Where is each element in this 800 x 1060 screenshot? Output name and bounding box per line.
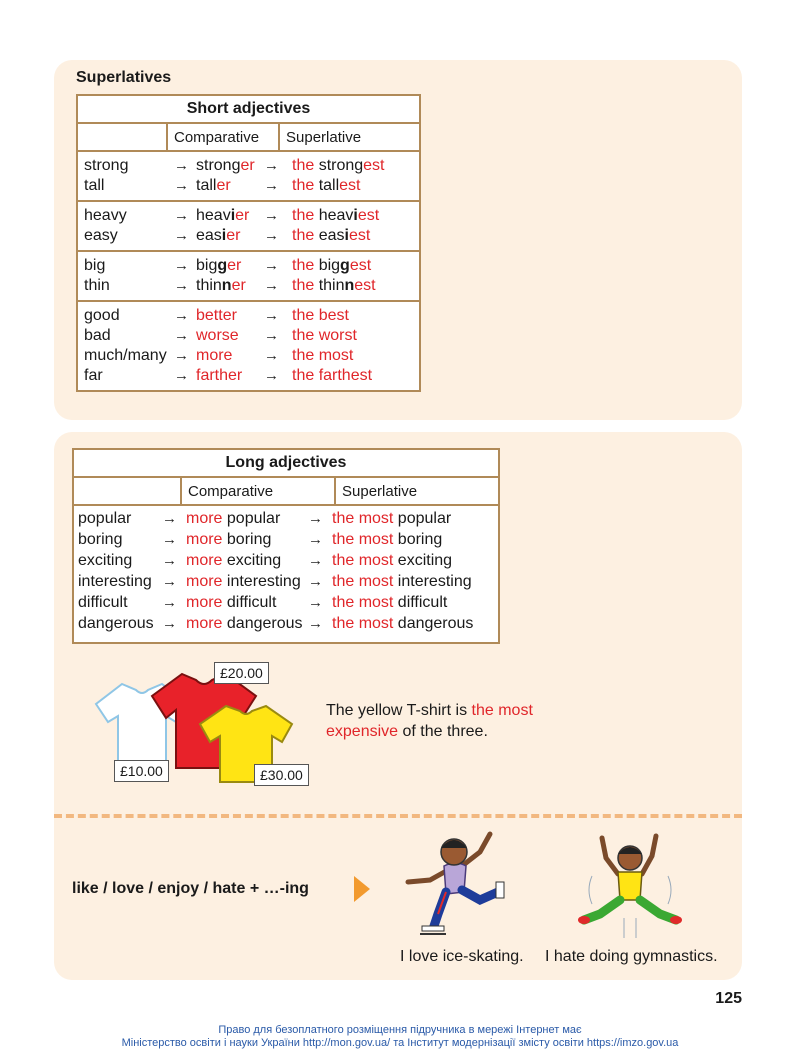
arrow-icon: →: [174, 227, 188, 244]
superlative-form: [292, 226, 370, 246]
arrow-icon: →: [162, 552, 176, 569]
comparative-form-part: er: [226, 227, 241, 244]
comparative-form: [196, 156, 255, 176]
price-tag-white: £10.00: [114, 760, 169, 782]
arrow-icon: →: [264, 307, 278, 324]
comparative-form: [196, 226, 240, 246]
superlative-form-part: dangerous: [393, 615, 474, 632]
base-adjective: thin: [84, 277, 110, 294]
comparative-form-part: more: [186, 594, 223, 611]
short-adjective-row: [78, 366, 419, 386]
comparative-form: [196, 276, 246, 296]
superlative-form: [292, 206, 379, 226]
comparative-form: [186, 613, 303, 634]
superlative-form-part: g: [340, 257, 350, 274]
arrow-icon: →: [264, 157, 278, 174]
footer-line-1: Право для безоплатного розміщення підручника в мережі Інтернет має: [218, 1024, 582, 1036]
comparative-form-part: worse: [196, 327, 239, 344]
superlative-form-part: est: [339, 177, 361, 194]
empty-header-cell: [77, 123, 167, 151]
superlative-form-part: the: [292, 227, 319, 244]
short-adjective-row: [78, 306, 419, 326]
arrow-icon: →: [162, 510, 176, 527]
arrow-icon: →: [264, 327, 278, 344]
comparative-form-part: er: [216, 177, 231, 194]
arrow-icon: →: [174, 307, 188, 324]
short-adjective-row: [78, 206, 419, 226]
superlative-form-part: difficult: [393, 594, 448, 611]
superlative-form-part: thin: [318, 277, 345, 294]
caption-text: of the three.: [398, 723, 488, 740]
superlative-header: Superlative: [279, 123, 420, 151]
superlative-form: [292, 326, 357, 346]
base-adjective: tall: [84, 177, 105, 194]
superlative-form-part: est: [349, 257, 372, 274]
comparative-form-part: more: [186, 531, 223, 548]
comparative-form-part: i: [230, 207, 236, 224]
comparative-form-part: n: [221, 277, 232, 294]
superlative-form: [292, 276, 376, 296]
comparative-form-part: boring: [222, 531, 272, 548]
comparative-form-part: more: [186, 552, 223, 569]
superlative-form-part: est: [348, 227, 371, 244]
comparative-header: Comparative: [167, 123, 279, 151]
base-adjective: dangerous: [78, 615, 154, 632]
short-adjective-row: [78, 326, 419, 346]
superlative-form-part: the most: [332, 615, 394, 632]
comparative-form-part: heav: [196, 207, 231, 224]
gymnastics-boy-illustration: [578, 830, 682, 940]
superlative-form-part: est: [354, 277, 376, 294]
superlative-form-part: big: [318, 257, 341, 274]
superlative-form: [332, 592, 447, 613]
arrow-icon: →: [264, 207, 278, 224]
comparative-form: [196, 366, 242, 386]
superlative-form-part: the: [292, 177, 319, 194]
base-adjective: popular: [78, 510, 132, 527]
comparative-form-part: stron: [196, 157, 232, 174]
superlative-form-part: i: [344, 227, 349, 244]
short-group-3: [77, 251, 420, 301]
arrow-icon: →: [264, 367, 278, 384]
superlative-form: [292, 176, 360, 196]
superlative-form-part: the: [292, 207, 319, 224]
arrow-icon: →: [264, 277, 278, 294]
superlative-form-part: the: [292, 157, 319, 174]
comparative-form: [186, 550, 281, 571]
comparative-form-part: eas: [196, 227, 222, 244]
arrow-icon: →: [308, 531, 322, 548]
superlative-form-part: the most: [332, 594, 394, 611]
comparative-form: [186, 592, 276, 613]
long-table-title: Long adjectives: [73, 449, 499, 477]
arrow-icon: →: [264, 227, 278, 244]
superlative-form-part: strong: [318, 157, 364, 174]
base-adjective: good: [84, 307, 120, 324]
arrow-icon: →: [264, 347, 278, 364]
arrow-icon: →: [174, 367, 188, 384]
arrow-icon: →: [174, 347, 188, 364]
orange-arrow-icon: [354, 876, 370, 902]
short-group-4: [77, 301, 420, 391]
superlative-form-part: the best: [292, 307, 349, 324]
comparative-form-part: difficult: [222, 594, 277, 611]
superlative-form: [292, 346, 353, 366]
comparative-form-part: er: [235, 207, 250, 224]
superlative-form-part: est: [363, 157, 385, 174]
comparative-form: [186, 508, 280, 529]
arrow-icon: →: [308, 573, 322, 590]
superlative-form-part: boring: [393, 531, 443, 548]
superlative-form: [332, 613, 473, 634]
comparative-form: [196, 306, 237, 326]
base-adjective: heavy: [84, 207, 127, 224]
arrow-icon: →: [174, 277, 188, 294]
short-group-1: [77, 151, 420, 201]
caption-text: The yellow T-shirt is: [326, 702, 472, 719]
superlative-form-part: the most: [332, 510, 394, 527]
caption-highlight: the most: [471, 702, 533, 719]
superlative-form-part: tall: [318, 177, 340, 194]
superlative-form: [332, 529, 442, 550]
base-adjective: bad: [84, 327, 111, 344]
superlative-form-part: the most: [332, 531, 394, 548]
long-adjective-row: [74, 592, 498, 613]
short-adjective-row: [78, 256, 419, 276]
comparative-form-part: exciting: [222, 552, 282, 569]
arrow-icon: →: [308, 615, 322, 632]
base-adjective: far: [84, 367, 103, 384]
superlative-form: [332, 508, 451, 529]
comparative-form-part: more: [196, 347, 233, 364]
long-adjective-row: [74, 550, 498, 571]
superlative-form: [292, 256, 371, 276]
comparative-header: Comparative: [181, 477, 335, 505]
superlative-form: [292, 306, 349, 326]
long-adjective-row: [74, 508, 498, 529]
short-adjective-row: [78, 276, 419, 296]
superlative-form-part: interesting: [393, 573, 472, 590]
superlative-form: [292, 366, 372, 386]
short-table-title: Short adjectives: [77, 95, 420, 123]
tshirt-caption: [326, 700, 533, 742]
arrow-icon: →: [162, 531, 176, 548]
arrow-icon: →: [174, 157, 188, 174]
arrow-icon: →: [174, 257, 188, 274]
arrow-icon: →: [264, 257, 278, 274]
short-adjectives-table: [76, 94, 421, 392]
comparative-form-part: popular: [222, 510, 281, 527]
base-adjective: difficult: [78, 594, 128, 611]
base-adjective: easy: [84, 227, 118, 244]
base-adjective: strong: [84, 157, 129, 174]
arrow-icon: →: [308, 510, 322, 527]
short-adjective-row: [78, 346, 419, 366]
superlative-form-part: est: [357, 207, 380, 224]
comparative-form: [196, 326, 239, 346]
comparative-form: [196, 206, 249, 226]
superlative-form: [292, 156, 385, 176]
comparative-form-part: farther: [196, 367, 243, 384]
comparative-form-part: er: [231, 277, 246, 294]
price-tag-red: £20.00: [214, 662, 269, 684]
superlative-form-part: n: [344, 277, 355, 294]
skating-caption: I love ice-skating.: [400, 948, 524, 965]
short-adjective-row: [78, 226, 419, 246]
comparative-form-part: big: [196, 257, 218, 274]
arrow-icon: →: [264, 177, 278, 194]
superlative-form: [332, 571, 472, 592]
dashed-divider: [54, 814, 742, 818]
arrow-icon: →: [162, 615, 176, 632]
superlative-form-part: the most: [292, 347, 354, 364]
long-adjective-row: [74, 529, 498, 550]
arrow-icon: →: [174, 207, 188, 224]
page-number: 125: [715, 990, 742, 1007]
comparative-form-part: dangerous: [222, 615, 303, 632]
superlative-form-part: popular: [393, 510, 452, 527]
ice-skating-boy-illustration: [400, 830, 512, 940]
price-tag-yellow: £30.00: [254, 764, 309, 786]
arrow-icon: →: [162, 573, 176, 590]
superlative-form-part: the: [292, 277, 319, 294]
superlative-form-part: the worst: [292, 327, 357, 344]
long-adjective-row: [74, 571, 498, 592]
verbs-ing-rule: like / love / enjoy / hate + …-ing: [72, 880, 309, 897]
comparative-form: [186, 529, 271, 550]
arrow-icon: →: [308, 552, 322, 569]
comparative-form-part: i: [221, 227, 227, 244]
base-adjective: much/many: [84, 347, 167, 364]
section-heading: Superlatives: [76, 69, 172, 86]
superlative-form-part: exciting: [393, 552, 453, 569]
comparative-form: [186, 571, 301, 592]
superlative-form-part: the most: [332, 552, 394, 569]
footer-line-2: Міністерство освіти і науки України http://mon.gov.ua/ та Інститут модернізації змісту освіти https://imzo.gov.ua: [121, 1037, 679, 1049]
caption-highlight: expensive: [326, 723, 399, 740]
base-adjective: boring: [78, 531, 123, 548]
arrow-icon: →: [308, 594, 322, 611]
comparative-form-part: er: [227, 257, 242, 274]
comparative-form-part: better: [196, 307, 237, 324]
comparative-form-part: g: [231, 157, 241, 174]
superlative-form-part: eas: [318, 227, 345, 244]
comparative-form-part: thin: [196, 277, 222, 294]
superlative-form-part: the most: [332, 573, 394, 590]
comparative-form-part: interesting: [222, 573, 301, 590]
comparative-form-part: more: [186, 573, 223, 590]
short-adjective-row: [78, 176, 419, 196]
comparative-form-part: more: [186, 615, 223, 632]
long-adjective-row: [74, 613, 498, 634]
superlative-form-part: heav: [318, 207, 354, 224]
base-adjective: big: [84, 257, 106, 274]
arrow-icon: →: [174, 327, 188, 344]
base-adjective: exciting: [78, 552, 133, 569]
superlative-header: Superlative: [335, 477, 499, 505]
comparative-form: [196, 176, 231, 196]
comparative-form-part: more: [186, 510, 223, 527]
superlative-form-part: the farthest: [292, 367, 373, 384]
arrow-icon: →: [162, 594, 176, 611]
arrow-icon: →: [174, 177, 188, 194]
short-group-2: [77, 201, 420, 251]
long-rows: [73, 505, 499, 643]
superlative-form-part: i: [353, 207, 358, 224]
base-adjective: interesting: [78, 573, 152, 590]
comparative-form-part: tall: [196, 177, 217, 194]
comparative-form-part: g: [217, 257, 228, 274]
comparative-form-part: er: [240, 157, 255, 174]
comparative-form: [196, 346, 232, 366]
superlative-form-part: the: [292, 257, 319, 274]
empty-header-cell: [73, 477, 181, 505]
long-adjectives-table: [72, 448, 500, 644]
gymnastics-caption: I hate doing gymnastics.: [545, 948, 718, 965]
short-adjective-row: [78, 156, 419, 176]
comparative-form: [196, 256, 241, 276]
superlative-form: [332, 550, 452, 571]
